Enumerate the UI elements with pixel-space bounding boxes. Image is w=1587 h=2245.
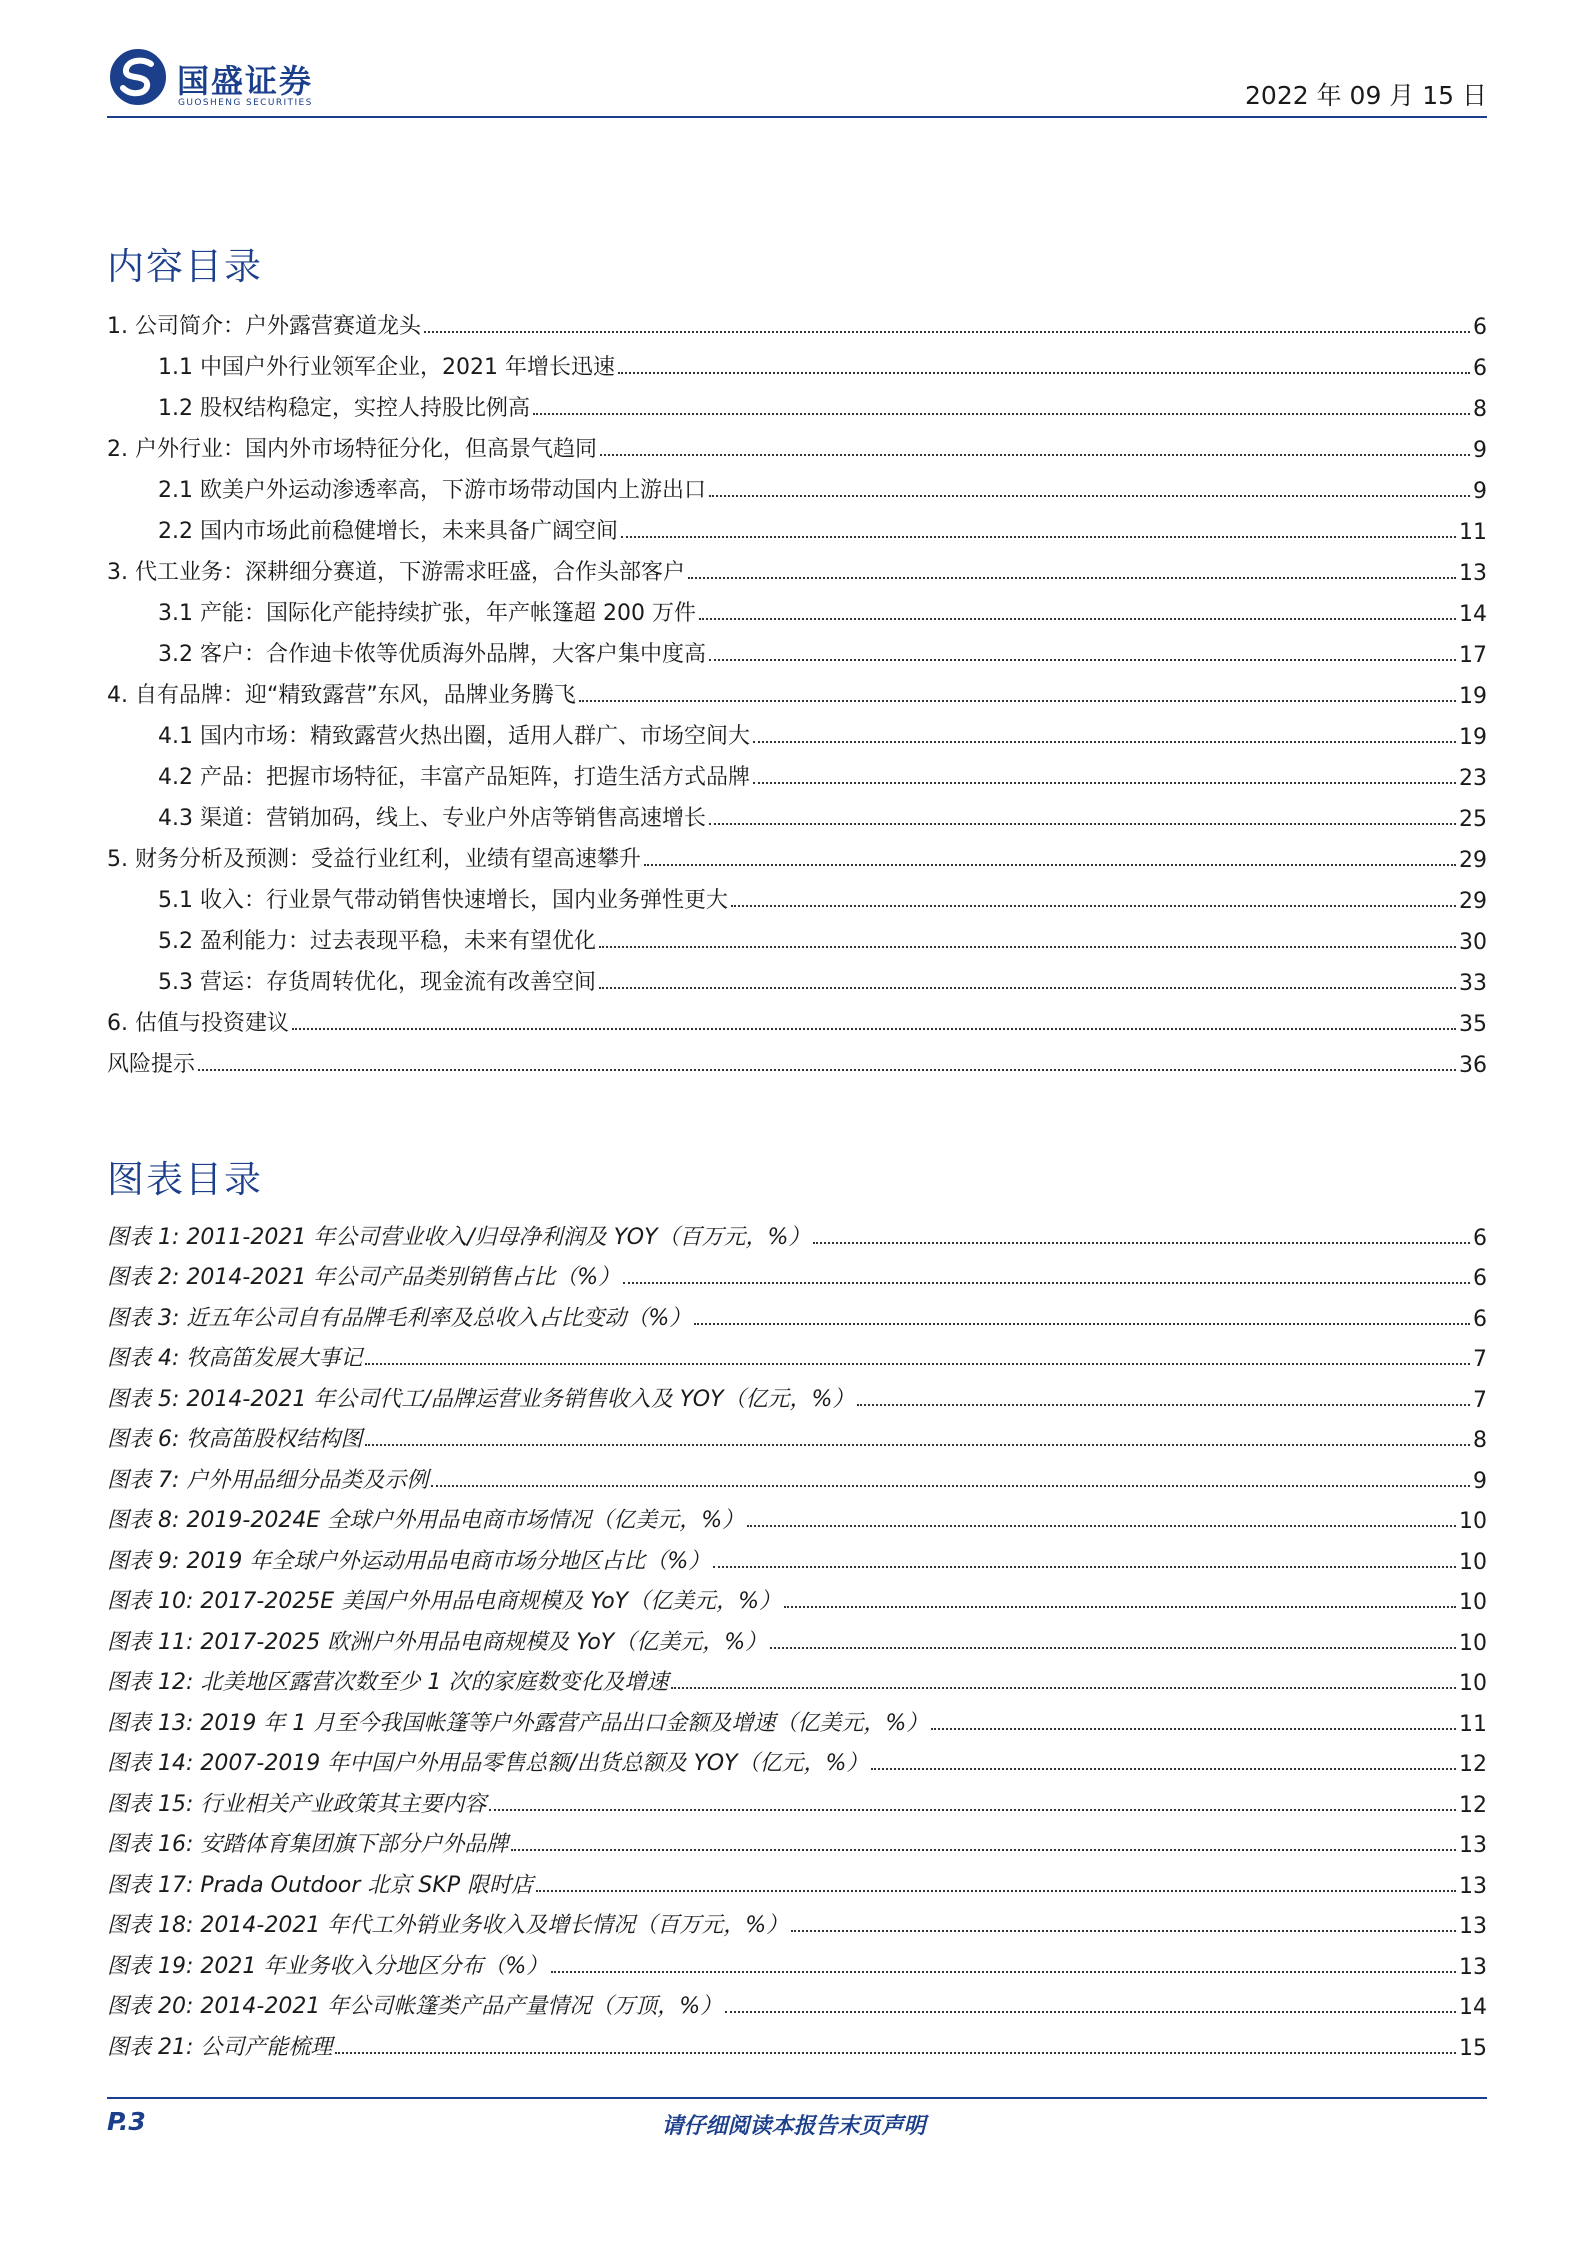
figure-entry-label: 图表 19: 2021 年业务收入分地区分布（%） — [107, 1953, 549, 1979]
figure-entry-page-number: 10 — [1459, 1509, 1487, 1534]
toc-entry-label: 1. 公司简介：户外露营赛道龙头 — [107, 314, 421, 339]
figure-entry[interactable] — [107, 1818, 1487, 1859]
figure-entry-page-number: 14 — [1459, 1995, 1487, 2020]
figure-entry-page-number: 13 — [1459, 1873, 1487, 1899]
disclaimer-note: 请仔细阅读本报告末页声明 — [661, 2114, 926, 2139]
toc-entry[interactable] — [107, 586, 1487, 627]
dot-leader — [688, 577, 1456, 579]
toc-entry-page-number: 11 — [1459, 520, 1487, 545]
dot-leader — [709, 823, 1456, 825]
figure-entry[interactable] — [107, 1615, 1487, 1656]
toc-entry-page-number: 33 — [1459, 971, 1487, 996]
figure-entry[interactable] — [107, 1291, 1487, 1332]
figure-entry[interactable] — [107, 1575, 1487, 1616]
toc-entry-page-number: 14 — [1459, 602, 1487, 627]
figure-entry-page-number: 13 — [1459, 1954, 1487, 1980]
figure-entry-label: 图表 17: Prada Outdoor 北京 SKP 限时店 — [107, 1872, 534, 1898]
dot-leader — [600, 454, 1470, 456]
figure-entry-page-number: 10 — [1459, 1590, 1487, 1615]
toc-entry[interactable] — [107, 668, 1487, 709]
toc-entry-label: 3. 代工业务：深耕细分赛道，下游需求旺盛，合作头部客户 — [107, 560, 685, 585]
figure-entry-label: 图表 8: 2019-2024E 全球户外用品电商市场情况（亿美元，%） — [107, 1508, 745, 1533]
toc-entry[interactable] — [107, 873, 1487, 914]
toc-entry[interactable] — [107, 463, 1487, 504]
dot-leader — [931, 1728, 1456, 1730]
figure-entry[interactable] — [107, 1210, 1487, 1251]
toc-entry[interactable] — [107, 422, 1487, 463]
figure-entry-page-number: 12 — [1459, 1752, 1487, 1777]
figure-entry-page-number: 6 — [1473, 1306, 1487, 1332]
figure-entry-label: 图表 7: 户外用品细分品类及示例 — [107, 1467, 429, 1493]
dot-leader — [699, 618, 1456, 620]
dot-leader — [857, 1404, 1470, 1406]
figure-entry-page-number: 7 — [1473, 1347, 1487, 1372]
dot-leader — [813, 1242, 1470, 1244]
figure-entry[interactable] — [107, 1777, 1487, 1818]
figure-entry-label: 图表 10: 2017-2025E 美国户外用品电商规模及 YoY（亿美元，%） — [107, 1589, 782, 1614]
figure-entry-page-number: 9 — [1473, 1468, 1487, 1494]
figure-entry-page-number: 11 — [1459, 1711, 1487, 1737]
toc-entry[interactable] — [107, 381, 1487, 422]
toc-entry-label: 6. 估值与投资建议 — [107, 1011, 289, 1036]
figure-entry[interactable] — [107, 2020, 1487, 2061]
figure-entry[interactable] — [107, 1737, 1487, 1778]
toc-entry[interactable] — [107, 996, 1487, 1037]
toc-entry-page-number: 29 — [1459, 889, 1487, 914]
figure-entry-page-number: 13 — [1459, 1914, 1487, 1939]
toc-entry-page-number: 35 — [1459, 1012, 1487, 1037]
figure-entry-label: 图表 21: 公司产能梳理 — [107, 2034, 333, 2060]
toc-entry-label: 5.3 营运：存货周转优化，现金流有改善空间 — [158, 970, 596, 995]
toc-entry-label: 2.1 欧美户外运动渗透率高，下游市场带动国内上游出口 — [158, 478, 706, 503]
dot-leader — [753, 741, 1456, 743]
toc-entry-page-number: 17 — [1459, 643, 1487, 668]
header-divider — [107, 116, 1487, 118]
toc-entry-page-number: 9 — [1473, 479, 1487, 504]
dot-leader — [747, 1525, 1456, 1527]
brand-logo — [107, 46, 407, 116]
figure-entry-label: 图表 20: 2014-2021 年公司帐篷类产品产量情况（万顶，%） — [107, 1994, 723, 2019]
logo-chinese-name: 国盛证券 — [177, 62, 314, 100]
figure-entry-label: 图表 9: 2019 年全球户外运动用品电商市场分地区占比（%） — [107, 1548, 711, 1574]
toc-entry[interactable] — [107, 914, 1487, 955]
dot-leader — [644, 864, 1456, 866]
toc-entry-page-number: 25 — [1459, 807, 1487, 832]
figure-entry[interactable] — [107, 1696, 1487, 1737]
dot-leader — [533, 413, 1470, 415]
toc-entry-page-number: 9 — [1473, 438, 1487, 463]
figures-title: 图表目录 — [107, 1158, 263, 1201]
dot-leader — [198, 1069, 1456, 1071]
toc-entry-page-number: 23 — [1459, 766, 1487, 791]
figure-entry-label: 图表 11: 2017-2025 欧洲户外用品电商规模及 YoY（亿美元，%） — [107, 1629, 768, 1655]
toc-entry-label: 5.1 收入：行业景气带动销售快速增长，国内业务弹性更大 — [158, 888, 728, 913]
dot-leader — [753, 782, 1456, 784]
figure-entry[interactable] — [107, 1332, 1487, 1373]
dot-leader — [713, 1566, 1456, 1568]
dot-leader — [365, 1363, 1470, 1365]
dot-leader — [725, 2011, 1456, 2013]
figure-entry-label: 图表 12: 北美地区露营次数至少 1 次的家庭数变化及增速 — [107, 1670, 669, 1695]
dot-leader — [599, 946, 1456, 948]
toc-entry-label: 风险提示 — [107, 1052, 196, 1077]
toc-entry-label: 5.2 盈利能力：过去表现平稳，未来有望优化 — [158, 929, 596, 954]
dot-leader — [599, 987, 1456, 989]
figure-entry-page-number: 10 — [1459, 1549, 1487, 1575]
dot-leader — [365, 1444, 1470, 1446]
toc-entry-label: 3.2 客户：合作迪卡侬等优质海外品牌，大客户集中度高 — [158, 642, 706, 667]
toc-entry[interactable] — [107, 750, 1487, 791]
toc-entry[interactable] — [107, 504, 1487, 545]
dot-leader — [511, 1849, 1456, 1851]
list-of-figures — [107, 1210, 1487, 2061]
toc-entry[interactable] — [107, 545, 1487, 586]
report-date: 2022 年 09 月 15 日 — [1245, 81, 1487, 110]
figure-entry-label: 图表 14: 2007-2019 年中国户外用品零售总额/出货总额及 YOY（亿元，%） — [107, 1751, 869, 1776]
figure-entry-label: 图表 2: 2014-2021 年公司产品类别销售占比（%） — [107, 1265, 621, 1290]
dot-leader — [621, 536, 1456, 538]
figure-entry-label: 图表 1: 2011-2021 年公司营业收入/归母净利润及 YOY（百万元，%） — [107, 1224, 811, 1250]
figure-entry[interactable] — [107, 1494, 1487, 1535]
dot-leader — [694, 1323, 1470, 1325]
dot-leader — [784, 1606, 1456, 1608]
figure-entry[interactable] — [107, 1413, 1487, 1454]
dot-leader — [618, 372, 1470, 374]
figure-entry[interactable] — [107, 1899, 1487, 1940]
toc-entry[interactable] — [107, 791, 1487, 832]
figure-entry-label: 图表 5: 2014-2021 年公司代工/品牌运营业务销售收入及 YOY（亿元，%） — [107, 1386, 855, 1412]
dot-leader — [579, 700, 1456, 702]
figure-entry-label: 图表 3: 近五年公司自有品牌毛利率及总收入占比变动（%） — [107, 1305, 692, 1331]
toc-entry-page-number: 36 — [1459, 1053, 1487, 1078]
toc-entry[interactable] — [107, 299, 1487, 340]
figure-entry-page-number: 6 — [1473, 1266, 1487, 1291]
figure-entry-page-number: 8 — [1473, 1428, 1487, 1453]
figure-entry-page-number: 10 — [1459, 1630, 1487, 1656]
figure-entry[interactable] — [107, 1372, 1487, 1413]
toc-entry[interactable] — [107, 709, 1487, 750]
toc-entry-page-number: 8 — [1473, 397, 1487, 422]
logo-mark-icon — [107, 46, 169, 108]
toc-entry-page-number: 29 — [1459, 848, 1487, 873]
dot-leader — [623, 1282, 1470, 1284]
toc-title: 内容目录 — [107, 245, 263, 288]
footer-divider — [107, 2097, 1487, 2099]
figure-entry[interactable] — [107, 1453, 1487, 1494]
toc-entry-page-number: 13 — [1459, 561, 1487, 586]
page-header — [107, 42, 1487, 122]
toc-entry-page-number: 6 — [1473, 356, 1487, 381]
toc-entry-label: 4. 自有品牌：迎“精致露营”东风，品牌业务腾飞 — [107, 683, 576, 708]
figure-entry-label: 图表 13: 2019 年 1 月至今我国帐篷等户外露营产品出口金额及增速（亿美元，%） — [107, 1710, 929, 1736]
toc-entry[interactable] — [107, 627, 1487, 668]
figure-entry[interactable] — [107, 1858, 1487, 1899]
dot-leader — [431, 1485, 1470, 1487]
figure-entry-page-number: 10 — [1459, 1671, 1487, 1696]
figure-entry-label: 图表 16: 安踏体育集团旗下部分户外品牌 — [107, 1832, 509, 1857]
toc-entry-label: 2.2 国内市场此前稳健增长，未来具备广阔空间 — [158, 519, 618, 544]
toc-entry-label: 2. 户外行业：国内外市场特征分化，但高景气趋同 — [107, 437, 597, 462]
dot-leader — [871, 1768, 1456, 1770]
figure-entry[interactable] — [107, 1980, 1487, 2021]
figure-entry-label: 图表 15: 行业相关产业政策其主要内容 — [107, 1791, 487, 1817]
dot-leader — [551, 1971, 1456, 1973]
dot-leader — [770, 1647, 1456, 1649]
dot-leader — [709, 495, 1470, 497]
toc-entry-page-number: 6 — [1473, 315, 1487, 340]
toc-entry-label: 4.1 国内市场：精致露营火热出圈，适用人群广、市场空间大 — [158, 724, 750, 749]
figure-entry[interactable] — [107, 1656, 1487, 1697]
figure-entry-label: 图表 6: 牧高笛股权结构图 — [107, 1427, 363, 1452]
dot-leader — [292, 1028, 1456, 1030]
toc-entry-page-number: 30 — [1459, 930, 1487, 955]
figure-entry[interactable] — [107, 1251, 1487, 1292]
toc-entry-page-number: 19 — [1459, 725, 1487, 750]
figure-entry-page-number: 13 — [1459, 1833, 1487, 1858]
page-number: P.3 — [107, 2107, 146, 2136]
logo-english-name: GUOSHENG SECURITIES — [178, 98, 313, 108]
toc-entry-label: 1.1 中国户外行业领军企业，2021 年增长迅速 — [158, 355, 615, 380]
toc-entry-page-number: 19 — [1459, 684, 1487, 709]
dot-leader — [489, 1809, 1456, 1811]
toc-entry[interactable] — [107, 340, 1487, 381]
figure-entry-label: 图表 4: 牧高笛发展大事记 — [107, 1346, 363, 1371]
dot-leader — [709, 659, 1456, 661]
figure-entry[interactable] — [107, 1939, 1487, 1980]
dot-leader — [671, 1687, 1456, 1689]
dot-leader — [791, 1930, 1456, 1932]
dot-leader — [731, 905, 1456, 907]
figure-entry-label: 图表 18: 2014-2021 年代工外销业务收入及增长情况（百万元，%） — [107, 1913, 789, 1938]
toc-entry-label: 4.2 产品：把握市场特征，丰富产品矩阵，打造生活方式品牌 — [158, 765, 750, 790]
figure-entry-page-number: 12 — [1459, 1792, 1487, 1818]
table-of-contents — [107, 299, 1487, 1078]
dot-leader — [424, 331, 1470, 333]
toc-entry[interactable] — [107, 832, 1487, 873]
toc-entry[interactable] — [107, 955, 1487, 996]
toc-entry[interactable] — [107, 1037, 1487, 1078]
figure-entry-page-number: 7 — [1473, 1387, 1487, 1413]
figure-entry[interactable] — [107, 1534, 1487, 1575]
toc-entry-label: 5. 财务分析及预测：受益行业红利，业绩有望高速攀升 — [107, 847, 641, 872]
figure-entry-page-number: 15 — [1459, 2035, 1487, 2061]
toc-entry-label: 1.2 股权结构稳定，实控人持股比例高 — [158, 396, 530, 421]
toc-entry-label: 4.3 渠道：营销加码，线上、专业户外店等销售高速增长 — [158, 806, 706, 831]
figure-entry-page-number: 6 — [1473, 1225, 1487, 1251]
dot-leader — [335, 2052, 1456, 2054]
toc-entry-label: 3.1 产能：国际化产能持续扩张，年产帐篷超 200 万件 — [158, 601, 696, 626]
dot-leader — [536, 1890, 1456, 1892]
